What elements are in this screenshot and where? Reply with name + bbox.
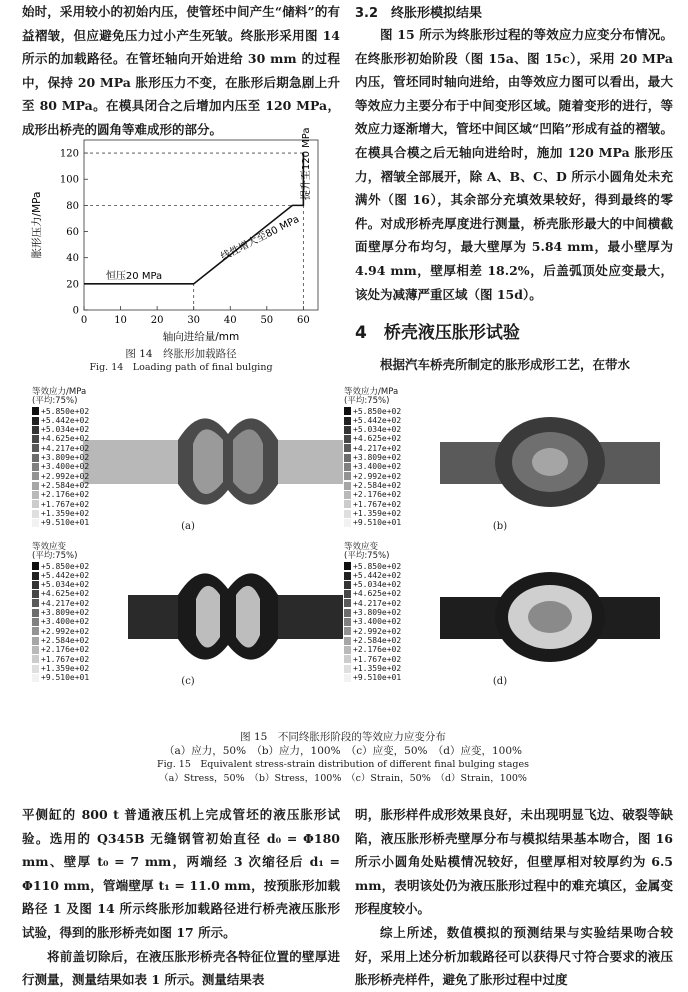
y-tick-label: 100 [59, 174, 79, 186]
legend-swatch [32, 665, 39, 673]
legend-value: +3.400e+02 [353, 462, 402, 472]
legend-c: 等效应变 (平均:75%) +5.850e+02 +5.442e+02 +5.034e+02 +4.625e+02 +4.217e+02 +3.809e+02 +3.400e+02 +2.992e+02 +2.584e+02 +2.176e+02 +1.767e+02 +1.359e+02 +9.510e+01 [32, 542, 90, 683]
legend-entry [32, 453, 89, 462]
legend-swatch [32, 655, 39, 663]
figure-15 [18, 382, 668, 727]
legend-entry [344, 500, 401, 509]
legend-swatch [32, 417, 39, 425]
legend-a: 等效应力/MPa (平均:75%) +5.850e+02 +5.442e+02 +5.034e+02 +4.625e+02 +4.217e+02 +3.809e+02 +3.400e+02 +2.992e+02 +2.584e+02 +2.176e+02 +1.767e+02 +1.359e+02 +9.510e+01 [32, 387, 90, 528]
legend-entry [344, 509, 401, 518]
legend-swatch [32, 618, 39, 626]
legend-value: +5.034e+02 [353, 425, 402, 435]
loading-path-line [84, 153, 303, 284]
legend-swatch [344, 407, 351, 415]
legend-swatch [344, 655, 351, 663]
legend-swatch [344, 562, 351, 570]
legend-entry [344, 636, 401, 645]
legend-value: +5.442e+02 [41, 415, 90, 425]
legend-value: +5.850e+02 [353, 406, 402, 416]
legend-value: +4.217e+02 [353, 443, 402, 453]
x-tick-label: 20 [150, 315, 164, 326]
right-column-bottom [355, 803, 673, 992]
y-axis-label: 胀形压力/MPa [31, 191, 43, 259]
legend-value: +2.176e+02 [41, 490, 90, 500]
legend-value: +9.510e+01 [353, 673, 402, 683]
legend-value: +9.510e+01 [353, 518, 402, 528]
legend-value: +5.034e+02 [41, 580, 90, 590]
legend-value: +1.767e+02 [353, 499, 402, 509]
legend-entry [344, 562, 401, 571]
legend-swatch [344, 627, 351, 635]
legend-value: +2.992e+02 [41, 471, 90, 481]
y-tick-label: 0 [72, 305, 79, 317]
legend-swatch [344, 590, 351, 598]
legend-entry [344, 608, 401, 617]
legend-swatch [32, 472, 39, 480]
legend-value: +1.359e+02 [353, 508, 402, 518]
legend-value: +5.034e+02 [353, 580, 402, 590]
legend-entry [344, 617, 401, 626]
panel-a: 等效应力/MPa (平均:75%) +5.850e+02 +5.442e+02 +5.034e+02 +4.625e+02 +4.217e+02 +3.809e+02 +3.400e+02 +2.992e+02 +2.584e+02 +2.176e+02 +1.767e+02 +1.359e+02 +9.510e+01 (a) [28, 382, 348, 532]
legend-entry [32, 645, 89, 654]
legend-entry [344, 571, 401, 580]
legend-value: +3.400e+02 [353, 617, 402, 627]
legend-value: +5.442e+02 [41, 570, 90, 580]
legend-value: +3.809e+02 [353, 608, 402, 618]
legend-value: +4.625e+02 [353, 434, 402, 444]
annotation-linear: 线性增大至80 MPa [219, 214, 302, 263]
legend-swatch [344, 581, 351, 589]
fig15-caption-cn: 图 15 不同终胀形阶段的等效应力应变分布 [240, 731, 446, 743]
legend-value: +1.767e+02 [41, 499, 90, 509]
legend-entry [32, 490, 89, 499]
figure-14 [22, 128, 340, 373]
legend-entry [32, 472, 89, 481]
legend-swatch [32, 599, 39, 607]
legend-entry [344, 490, 401, 499]
legend-entry [344, 580, 401, 589]
legend-swatch [344, 510, 351, 518]
legend-value: +9.510e+01 [41, 673, 90, 683]
legend-value: +2.176e+02 [353, 645, 402, 655]
legend-value: +1.359e+02 [41, 508, 90, 518]
y-tick-label: 80 [66, 200, 79, 212]
legend-value: +3.809e+02 [41, 608, 90, 618]
legend-entry [32, 425, 89, 434]
legend-value: +1.767e+02 [41, 654, 90, 664]
legend-entry [344, 434, 401, 443]
legend-value: +3.809e+02 [353, 453, 402, 463]
left-column [22, 0, 340, 142]
legend-entry [344, 481, 401, 490]
legend-d: 等效应变 (平均:75%) +5.850e+02 +5.442e+02 +5.034e+02 +4.625e+02 +4.217e+02 +3.809e+02 +3.400e+02 +2.992e+02 +2.584e+02 +2.176e+02 +1.767e+02 +1.359e+02 +9.510e+01 [344, 542, 402, 683]
legend-value: +2.992e+02 [41, 626, 90, 636]
legend-entry [32, 509, 89, 518]
legend-entry [32, 589, 89, 598]
legend-entry [344, 472, 401, 481]
legend-value: +3.400e+02 [41, 462, 90, 472]
legend-value: +4.625e+02 [41, 434, 90, 444]
legend-swatch [344, 426, 351, 434]
legend-value: +2.584e+02 [353, 635, 402, 645]
legend-entry [32, 416, 89, 425]
legend-swatch [32, 454, 39, 462]
legend-swatch [344, 417, 351, 425]
legend-value: +4.217e+02 [41, 443, 90, 453]
right-column [355, 0, 673, 377]
test-paragraph: 平侧缸的 800 t 普通液压机上完成管坯的液压胀形试验。选用的 Q345B 无缝钢管初始直径 d₀ = Φ180 mm、壁厚 t₀ = 7 mm，两端经 3 次缩径后 d₁ = Φ110 mm，管端壁厚 t₁ = 11.0 mm，按预胀形加载路径 1 及图 14 所示终胀形加载路径进行桥壳液压胀形试验，得到的胀形桥壳如图 17 所示。 [22, 807, 340, 940]
legend-value: +5.850e+02 [353, 561, 402, 571]
legend-swatch [32, 510, 39, 518]
legend-value: +4.217e+02 [41, 598, 90, 608]
intro-paragraph: 始时，采用较小的初始内压，使管坯中间产生“储料”的有益褶皱，但应避免压力过小产生死皱。终胀形采用图 14 所示的加载路径。在管坯轴向开始进给 30 mm 的过程中，保持 20 MPa 胀形压力不变，在胀形后期急剧上升至 80 MPa。在模具闭合之后增加内压至 120 MPa，成形出桥壳的圆角等难成形的部分。 [22, 4, 340, 137]
legend-entry [32, 407, 89, 416]
legend-value: +5.442e+02 [353, 570, 402, 580]
legend-swatch [32, 627, 39, 635]
legend-entry [32, 636, 89, 645]
legend-entry [32, 434, 89, 443]
legend-value: +2.584e+02 [353, 480, 402, 490]
legend-value: +5.034e+02 [41, 425, 90, 435]
legend-entry [344, 416, 401, 425]
legend-value: +2.992e+02 [353, 471, 402, 481]
legend-value: +4.625e+02 [41, 589, 90, 599]
legend-entry [32, 627, 89, 636]
legend-swatch [344, 435, 351, 443]
x-tick-label: 0 [80, 315, 88, 326]
y-tick-label: 40 [66, 253, 79, 265]
legend-entry [344, 655, 401, 664]
legend-entry [344, 425, 401, 434]
legend-swatch [32, 646, 39, 654]
legend-b: 等效应力/MPa (平均:75%) +5.850e+02 +5.442e+02 +5.034e+02 +4.625e+02 +4.217e+02 +3.809e+02 +3.400e+02 +2.992e+02 +2.584e+02 +2.176e+02 +1.767e+02 +1.359e+02 +9.510e+01 [344, 387, 402, 528]
legend-swatch [32, 562, 39, 570]
legend-value: +5.850e+02 [41, 561, 90, 571]
figure-15-captions [18, 730, 668, 786]
legend-swatch [344, 618, 351, 626]
y-tick-label: 20 [66, 279, 79, 291]
legend-entry [344, 664, 401, 673]
legend-entry [32, 655, 89, 664]
legend-value: +1.767e+02 [353, 654, 402, 664]
legend-entry [344, 627, 401, 636]
result-paragraph: 明，胀形样件成形效果良好，未出现明显飞边、破裂等缺陷，液压胀形桥壳壁厚分布与模拟结果基本吻合，图 16 所示小圆角处贴模情况较好，但壁厚相对较厚约为 6.5 mm，表明该处仍为液压胀形过程中的难充填区，金属变形程度较小。 [355, 807, 673, 917]
legend-swatch [32, 572, 39, 580]
y-tick-label: 120 [59, 148, 79, 160]
legend-swatch [32, 590, 39, 598]
y-tick-label: 60 [66, 227, 79, 239]
legend-value: +4.217e+02 [353, 598, 402, 608]
legend-value: +3.809e+02 [41, 453, 90, 463]
section-heading-4: 4 桥壳液压胀形试验 [355, 323, 520, 344]
panel-d: 等效应变 (平均:75%) +5.850e+02 +5.442e+02 +5.034e+02 +4.625e+02 +4.217e+02 +3.809e+02 +3.400e+02 +2.992e+02 +2.584e+02 +2.176e+02 +1.767e+02 +1.359e+02 +9.510e+01 (d) [340, 537, 660, 687]
legend-swatch [32, 491, 39, 499]
legend-value: +2.584e+02 [41, 480, 90, 490]
fig15-caption-en: Fig. 15 Equivalent stress-strain distribution of different final bulging stages [157, 759, 529, 770]
legend-entry [32, 571, 89, 580]
x-tick-label: 60 [297, 315, 310, 326]
legend-entry [344, 462, 401, 471]
legend-entry [32, 500, 89, 509]
legend-entry [32, 599, 89, 608]
legend-value: +5.442e+02 [353, 415, 402, 425]
legend-swatch [344, 454, 351, 462]
results-paragraph: 图 15 所示为终胀形过程的等效应力应变分布情况。在终胀形初始阶段（图 15a、图 15c），采用 20 MPa 内压，管坯同时轴向进给，由等效应力图可以看出，最大等效应力主要分布于中间变形区域。随着变形的进行，等效应力逐渐增大，管坯中间区域“凹陷”形成有益的褶皱。在模具合模之后无轴向进给时，施加 120 MPa 胀形压力，褶皱全部展开，除 A、B、C、D 所示小圆角处未充满外（图 16），其余部分充填效果较好，得到最终的零件。对成形桥壳厚度进行测量，桥壳胀形最大的中间横截面壁厚分布均匀，最大壁厚为 5.84 mm，最小壁厚为 4.94 mm，壁厚相差 18.2%，后盖弧顶处应变最大，该处为减薄严重区域（图 15d）。 [355, 27, 673, 302]
legend-swatch [344, 491, 351, 499]
conclusion-paragraph: 综上所述，数值模拟的预测结果与实验结果吻合较好，采用上述分析加载路径可以获得尺寸符合要求的液压胀形桥壳样件，避免了胀形过程中过度 [355, 924, 673, 988]
legend-entry [344, 407, 401, 416]
x-axis-label: 轴向进给量/mm [162, 331, 240, 343]
legend-entry [32, 444, 89, 453]
legend-swatch [344, 482, 351, 490]
legend-entry [32, 608, 89, 617]
legend-swatch [32, 500, 39, 508]
legend-value: +2.584e+02 [41, 635, 90, 645]
legend-value: +3.400e+02 [41, 617, 90, 627]
legend-swatch [32, 426, 39, 434]
legend-value: +5.850e+02 [41, 406, 90, 416]
legend-value: +1.359e+02 [41, 663, 90, 673]
legend-entry [344, 645, 401, 654]
legend-value: +4.625e+02 [353, 589, 402, 599]
legend-entry [32, 481, 89, 490]
measure-paragraph: 将前盖切除后，在液压胀形桥壳各特征位置的壁厚进行测量，测量结果如表 1 所示。测量结果表 [22, 948, 340, 988]
legend-swatch [344, 444, 351, 452]
legend-swatch [32, 482, 39, 490]
panel-c: 等效应变 (平均:75%) +5.850e+02 +5.442e+02 +5.034e+02 +4.625e+02 +4.217e+02 +3.809e+02 +3.400e+02 +2.992e+02 +2.584e+02 +2.176e+02 +1.767e+02 +1.359e+02 +9.510e+01 (c) [28, 537, 348, 687]
legend-entry [344, 599, 401, 608]
legend-entry [32, 562, 89, 571]
legend-entry [32, 462, 89, 471]
left-column-bottom [22, 803, 340, 992]
legend-swatch [32, 463, 39, 471]
legend-swatch [32, 407, 39, 415]
legend-value: +2.176e+02 [41, 645, 90, 655]
legend-swatch [32, 609, 39, 617]
x-tick-label: 50 [260, 315, 274, 326]
x-tick-label: 40 [223, 315, 237, 326]
legend-value: +1.359e+02 [353, 663, 402, 673]
legend-entry [344, 444, 401, 453]
legend-swatch [344, 472, 351, 480]
fig15-sub-en: （a）Stress，50% （b）Stress，100% （c）Strain，50% （d）Strain，100% [159, 773, 527, 784]
section-heading-3-2: 3.2 终胀形模拟结果 [355, 6, 483, 21]
legend-swatch [344, 572, 351, 580]
legend-value: +9.510e+01 [41, 518, 90, 528]
legend-swatch [32, 637, 39, 645]
panel-b: 等效应力/MPa (平均:75%) +5.850e+02 +5.442e+02 +5.034e+02 +4.625e+02 +4.217e+02 +3.809e+02 +3.400e+02 +2.992e+02 +2.584e+02 +2.176e+02 +1.767e+02 +1.359e+02 +9.510e+01 (b) [340, 382, 660, 532]
legend-value: +2.992e+02 [353, 626, 402, 636]
legend-entry [32, 617, 89, 626]
legend-entry [344, 589, 401, 598]
legend-entry [32, 580, 89, 589]
fig15-sub-cn: （a）应力，50% （b）应力，100% （c）应变，50% （d）应变，100% [163, 745, 523, 757]
legend-swatch [344, 500, 351, 508]
loading-path-chart [22, 128, 340, 343]
legend-swatch [344, 463, 351, 471]
legend-entry [344, 453, 401, 462]
legend-entry [32, 664, 89, 673]
experiment-paragraph: 根据汽车桥壳所制定的胀形成形工艺，在带水 [380, 357, 631, 373]
legend-swatch [344, 665, 351, 673]
legend-swatch [344, 609, 351, 617]
legend-swatch [32, 435, 39, 443]
legend-swatch [32, 581, 39, 589]
x-tick-label: 10 [114, 315, 127, 326]
fig14-caption-cn: 图 14 终胀形加载路径 [125, 348, 237, 360]
annotation-constant: 恒压20 MPa [105, 270, 163, 282]
x-tick-label: 30 [187, 315, 201, 326]
legend-swatch [32, 444, 39, 452]
annotation-raise: 提升至120 MPa [300, 128, 312, 201]
legend-value: +2.176e+02 [353, 490, 402, 500]
legend-swatch [344, 637, 351, 645]
legend-swatch [344, 599, 351, 607]
legend-swatch [344, 646, 351, 654]
fig14-caption-en: Fig. 14 Loading path of final bulging [89, 362, 273, 373]
